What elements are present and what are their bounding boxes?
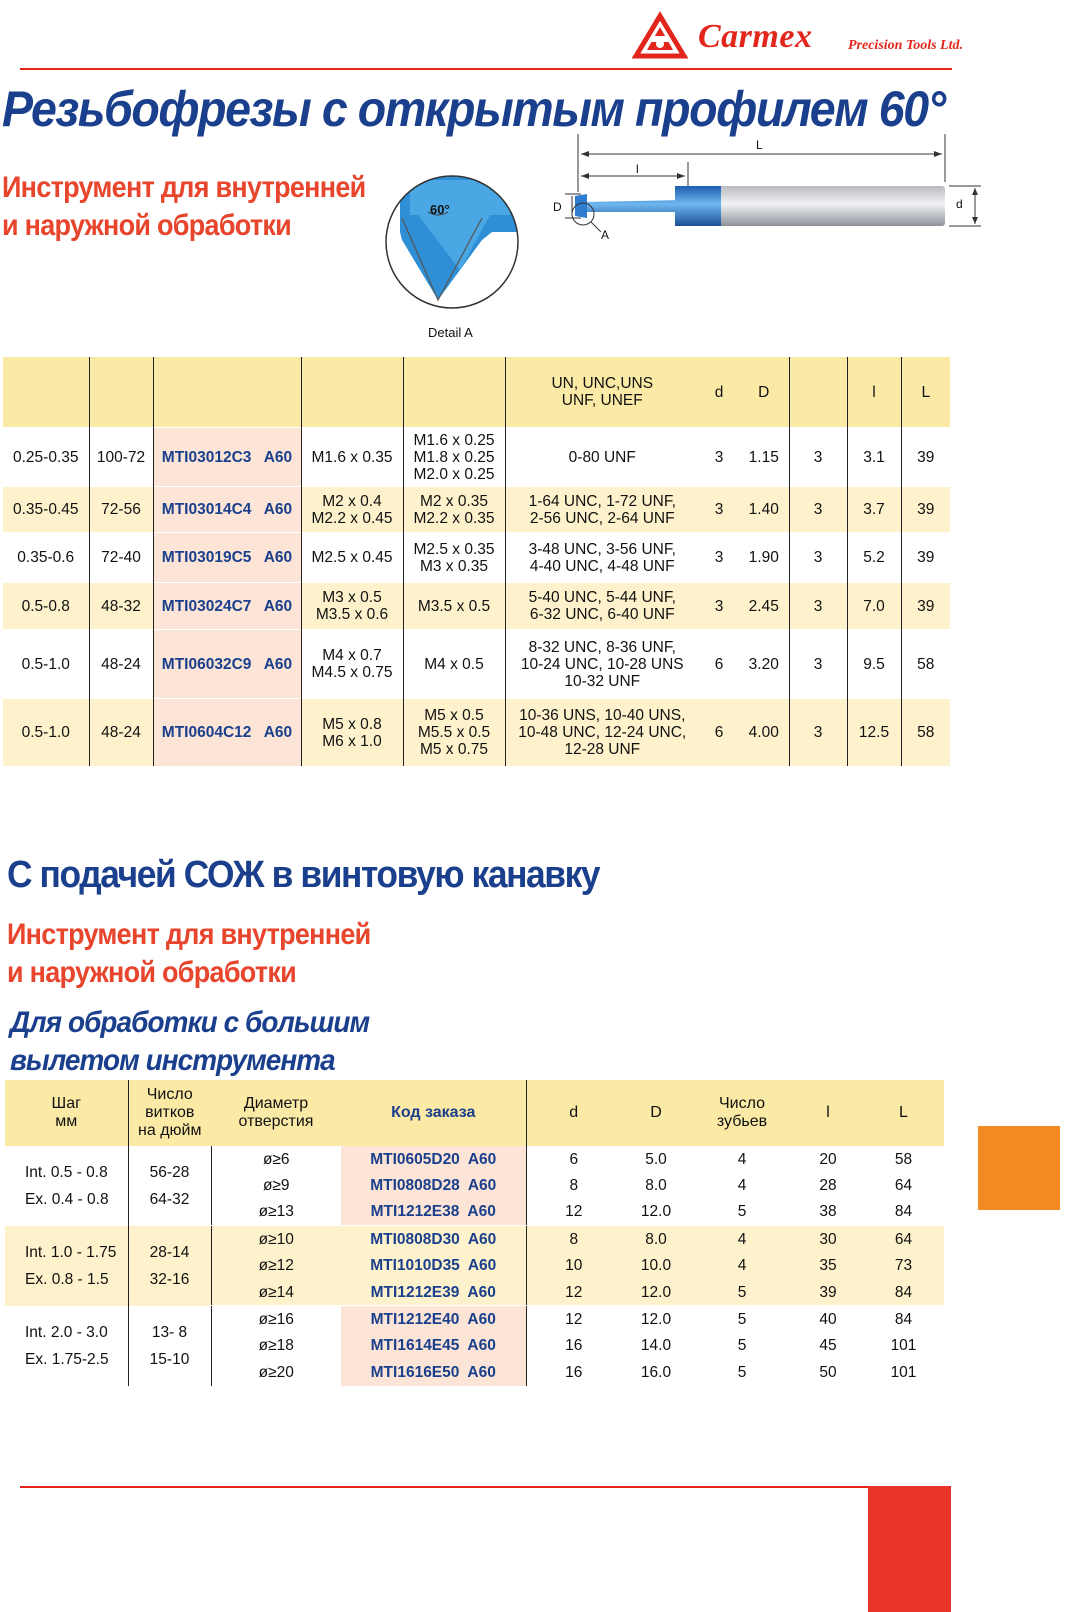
brand-name: Carmex [698,18,813,55]
footer-divider [20,1486,870,1488]
table2-cell: 4 [737,1150,747,1168]
table2 [5,1080,944,1387]
table1-cell: 48-24 [89,630,153,699]
side-tab-red [868,1486,951,1612]
table1-row [3,630,950,699]
table2-cell: 84 [894,1311,913,1329]
table2-cell: 4 [737,1177,747,1195]
table1-header-cell: D [739,357,789,428]
table2-row [5,1306,944,1333]
table1-cell: 72-40 [89,533,153,583]
table2-cell: 40 [819,1311,837,1329]
table1-header-row [3,357,950,428]
table2-cell: ø≥10 [211,1226,341,1253]
table1-cell: 3 [699,428,739,487]
table1-cell: 3 [699,533,739,583]
table1-cell: 0-80 UNF [505,428,699,487]
table1-cell: 1.90 [739,533,789,583]
table1-cell: M2.5 x 0.45 [301,533,403,583]
order-code-cell: MTI06032C9 A60 [153,630,301,699]
table1-cell: M4 x 0.7 M4.5 x 0.75 [301,630,403,699]
table1-header-cell: L [901,357,950,428]
order-code-cell: MTI03024C7 A60 [153,583,301,630]
table2-cell: 4 [691,1226,793,1253]
table1-cell: 7.0 [847,583,901,630]
section1-subtitle-line2: и наружной обработки [2,209,292,242]
table2-cell: 6 [526,1146,621,1172]
section2-subtitle-line2: и наружной обработки [7,956,297,989]
table2-header-cell: Число зубьев [691,1080,793,1146]
table1-cell: M2.5 x 0.35 M3 x 0.35 [403,533,505,583]
table2-row [5,1146,944,1172]
table2-cell: 8 [526,1226,621,1253]
table2-cell: 12.0 [640,1311,672,1329]
table1-cell: 5.2 [847,533,901,583]
table2-cell: 8.0 [645,1177,667,1195]
table1-cell: 0.5-1.0 [3,699,89,767]
order-code-cell: MTI03019C5 A60 [153,533,301,583]
order-code-cell: MTI03014C4 A60 [153,487,301,533]
table2-header-cell: Код заказа [341,1080,526,1146]
table1-cell: 1.40 [739,487,789,533]
table2-cell: 12 [526,1279,621,1306]
table1-cell: 0.25-0.35 [3,428,89,487]
table1-header-cell [153,357,301,428]
table1-cell: 39 [901,583,950,630]
table2-cell: 5 [691,1359,793,1386]
pitch-range-cell: Int. 0.5 - 0.8 Ex. 0.4 - 0.8 [25,1163,109,1208]
dim-l-label: l [636,162,639,176]
table2-cell: 16 [526,1359,621,1386]
table2-header-cell: Шаг мм [5,1080,128,1146]
table1-cell: 3.1 [847,428,901,487]
table2-cell: 28 [819,1177,837,1195]
table1-cell: 72-56 [89,487,153,533]
table1-header-cell [89,357,153,428]
table1-cell: 100-72 [89,428,153,487]
table1-header-cell [301,357,403,428]
table2-cell: ø≥13 [211,1199,341,1226]
table1-cell: 3 [789,487,847,533]
table1-cell: 58 [901,630,950,699]
order-code-cell: MTI1212E38 A60 [341,1199,526,1226]
table2-cell: ø≥14 [211,1279,341,1306]
section1-title: Резьбофрезы с открытым профилем 60° [2,81,945,137]
table2-cell: 101 [863,1359,944,1386]
table1-cell: M5 x 0.8 M6 x 1.0 [301,699,403,767]
table2-cell: 8 [526,1172,621,1198]
tpi-range-cell: 56-28 64-32 [128,1146,211,1226]
table2-cell: 58 [894,1150,913,1168]
table2-cell: 73 [863,1253,944,1279]
table1-cell: 0.5-1.0 [3,630,89,699]
table1-cell: M3.5 x 0.5 [403,583,505,630]
table1-cell: 10-36 UNS, 10-40 UNS, 10-48 UNC, 12-24 UNC, 12-28 UNF [505,699,699,767]
table1-row [3,583,950,630]
table1-cell: 1.15 [739,428,789,487]
table1-header-cell [3,357,89,428]
table2-cell: 45 [819,1337,837,1355]
table1-cell: M2 x 0.35 M2.2 x 0.35 [403,487,505,533]
table1-cell: 6 [699,699,739,767]
table1-row [3,533,950,583]
table1-cell: 58 [901,699,950,767]
table2-header-cell: Диаметр отверстия [211,1080,341,1146]
table1-cell: M1.6 x 0.25 M1.8 x 0.25 M2.0 x 0.25 [403,428,505,487]
table1-cell: 3 [789,630,847,699]
table2-cell: ø≥16 [211,1306,341,1333]
section1-subtitle-line1: Инструмент для внутренней [2,171,366,204]
table1-cell: M5 x 0.5 M5.5 x 0.5 M5 x 0.75 [403,699,505,767]
table2-cell: 84 [863,1279,944,1306]
dim-A-label: A [601,228,610,242]
table1-cell: 3.7 [847,487,901,533]
table2-header-cell: D [621,1080,691,1146]
detail-a-label: Detail A [428,325,473,340]
table1-cell: 0.5-0.8 [3,583,89,630]
side-tab-orange [978,1126,1060,1210]
order-code-cell: MTI0605D20 A60 [341,1146,526,1172]
table1-cell: 48-24 [89,699,153,767]
table1-cell: 8-32 UNC, 8-36 UNF, 10-24 UNC, 10-28 UNS 10-32 UNF [505,630,699,699]
table2-cell: 64 [863,1226,944,1253]
table2-cell: 20 [819,1150,837,1168]
dim-d-label: d [956,197,963,211]
table1-header-cell [789,357,847,428]
table1-cell: M1.6 x 0.35 [301,428,403,487]
dim-L-label: L [756,138,763,152]
table2-cell: 12.0 [621,1199,691,1226]
tpi-range-cell: 13- 8 15-10 [128,1306,211,1386]
table1-cell: 12.5 [847,699,901,767]
table1-cell: 0.35-0.45 [3,487,89,533]
table1-cell: 48-32 [89,583,153,630]
table1-header-cell: d [699,357,739,428]
header-divider [20,68,952,70]
tool-dimension-diagram [545,132,985,244]
table1-row [3,487,950,533]
table2-cell: 10.0 [621,1253,691,1279]
table1-cell: 3 [789,533,847,583]
table2-row [5,1226,944,1253]
order-code-cell: MTI1212E39 A60 [341,1279,526,1306]
table1-row [3,699,950,767]
tpi-range-cell: 28-14 32-16 [128,1226,211,1306]
table2-cell: 5 [737,1311,747,1329]
table2-cell: ø≥20 [211,1359,341,1386]
table1-cell: 1-64 UNC, 1-72 UNF, 2-56 UNC, 2-64 UNF [505,487,699,533]
table1-cell: M3 x 0.5 M3.5 x 0.6 [301,583,403,630]
order-code-cell: MTI1616E50 A60 [341,1359,526,1386]
table1-cell: 3 [789,699,847,767]
table1-header-cell: UN, UNC,UNS UNF, UNEF [505,357,699,428]
order-code-cell: MTI0604C12 A60 [153,699,301,767]
section2-subtitle-line1: Инструмент для внутренней [7,918,371,951]
table2-cell: 84 [863,1199,944,1226]
table2-header-cell: l [793,1080,863,1146]
table2-cell: 5 [737,1337,747,1355]
table1-cell: M2 x 0.4 M2.2 x 0.45 [301,487,403,533]
table2-cell: 35 [793,1253,863,1279]
table1 [3,357,950,766]
table2-cell: 8.0 [621,1226,691,1253]
order-code-cell: MTI1212E40 A60 [341,1306,526,1333]
table1-cell: 3 [699,487,739,533]
table2-cell: ø≥12 [211,1253,341,1279]
table2-cell: 39 [793,1279,863,1306]
section2-note-line2: вылетом инструмента [10,1044,335,1077]
table2-cell: 4 [691,1253,793,1279]
table1-cell: 3 [789,428,847,487]
table1-cell: 9.5 [847,630,901,699]
table2-cell: 64 [894,1177,913,1195]
order-code-cell: MTI03012C3 A60 [153,428,301,487]
brand-tagline: Precision Tools Ltd. [848,38,963,53]
pitch-range-cell: Int. 1.0 - 1.75 Ex. 0.8 - 1.5 [5,1226,128,1306]
table2-header-cell: Число витков на дюйм [128,1080,211,1146]
table1-cell: 39 [901,487,950,533]
table2-cell: 12.0 [621,1279,691,1306]
table2-cell: 50 [793,1359,863,1386]
order-code-cell: MTI1614E45 A60 [341,1333,526,1359]
table1-cell: 6 [699,630,739,699]
table2-cell: ø≥6 [211,1146,341,1172]
table1-cell: 2.45 [739,583,789,630]
order-code-cell: MTI0808D28 A60 [341,1172,526,1198]
table1-cell: 39 [901,533,950,583]
table1-row [3,428,950,487]
table2-header-cell: L [863,1080,944,1146]
section2-note-line1: Для обработки с большим [10,1006,370,1039]
table2-header-row [5,1080,944,1146]
table1-cell: 0.35-0.6 [3,533,89,583]
table2-cell: 12 [526,1199,621,1226]
table1-header-cell [403,357,505,428]
table2-header-cell: d [526,1080,621,1146]
table1-cell: 3 [699,583,739,630]
table1-cell: 3 [789,583,847,630]
table2-cell: ø≥9 [211,1172,341,1198]
table2-cell: 16 [526,1333,621,1359]
table2-cell: 10 [526,1253,621,1279]
table2-cell: 16.0 [621,1359,691,1386]
table2-cell: 38 [793,1199,863,1226]
table2-cell: 14.0 [640,1337,672,1355]
table2-cell: 5 [691,1199,793,1226]
table1-header-cell: l [847,357,901,428]
table1-cell: 3-48 UNC, 3-56 UNF, 4-40 UNC, 4-48 UNF [505,533,699,583]
table2-cell: 5.0 [645,1150,667,1168]
table1-cell: 3.20 [739,630,789,699]
table1-cell: 39 [901,428,950,487]
table2-cell: 30 [793,1226,863,1253]
detail-a-angle: 60° [430,202,450,217]
detail-a-diagram [380,160,530,342]
table1-cell: 5-40 UNC, 5-44 UNF, 6-32 UNC, 6-40 UNF [505,583,699,630]
table2-cell: 5 [691,1279,793,1306]
dim-D-label: D [553,200,562,214]
table2-cell: ø≥18 [211,1333,341,1359]
table1-cell: M4 x 0.5 [403,630,505,699]
pitch-range-cell: Int. 2.0 - 3.0 Ex. 1.75-2.5 [25,1323,109,1368]
order-code-cell: MTI1010D35 A60 [341,1253,526,1279]
section2-title: С подачей СОЖ в винтовую канавку [7,854,600,896]
table1-cell: 4.00 [739,699,789,767]
table2-cell: 12 [526,1306,621,1333]
order-code-cell: MTI0808D30 A60 [341,1226,526,1253]
table2-cell: 101 [890,1337,917,1355]
